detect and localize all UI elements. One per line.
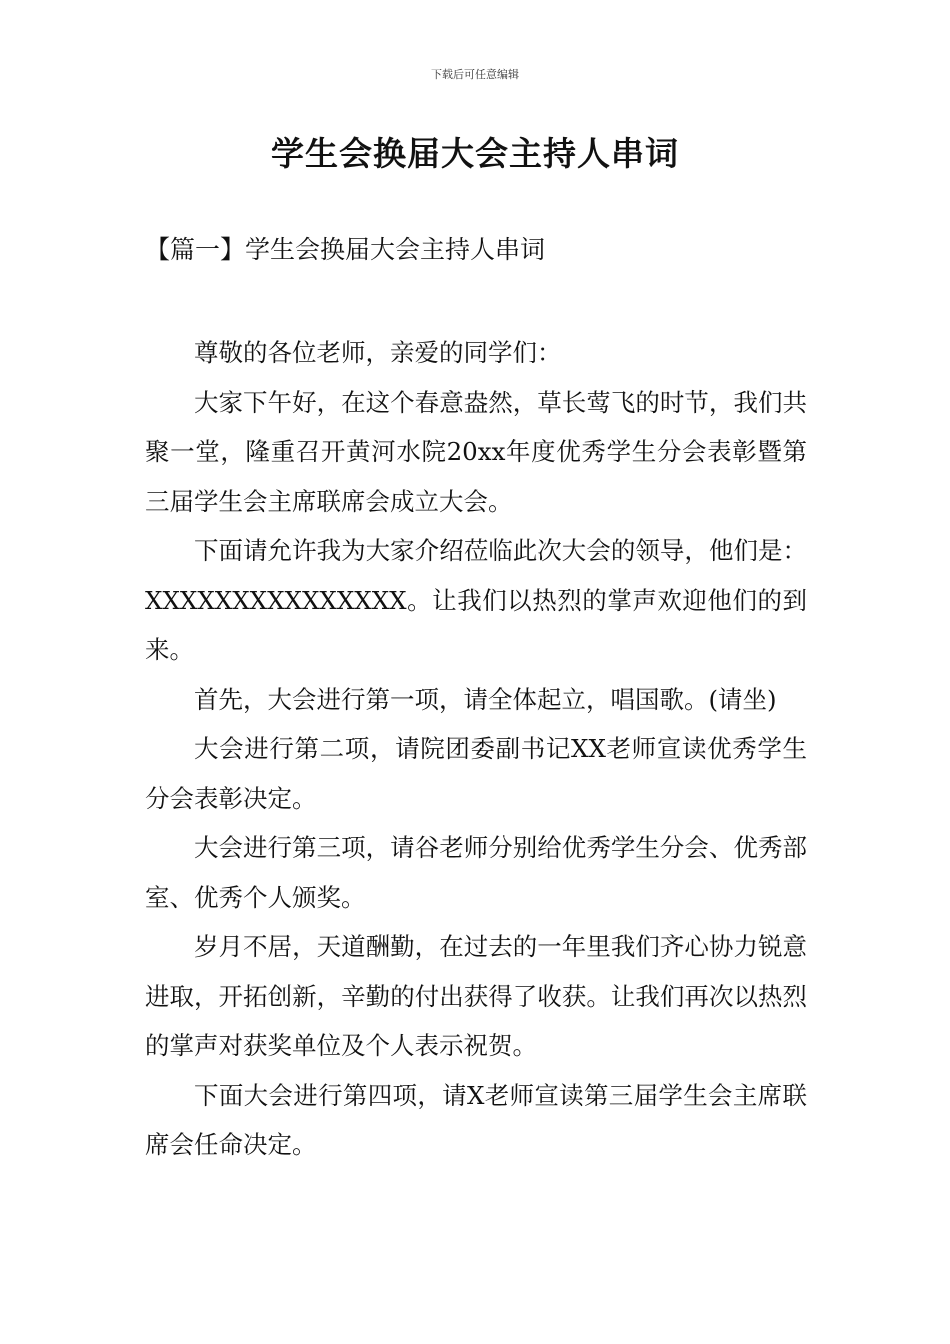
paragraph-item-one: 首先，大会进行第一项，请全体起立，唱国歌。(请坐) <box>194 684 777 714</box>
paragraph-item-two: 大会进行第二项，请院团委副书记XX老师宣读优秀学生分会表彰决定。 <box>145 734 807 813</box>
document-title: 学生会换届大会主持人串词 <box>271 134 679 173</box>
paragraph-congratulations: 岁月不居，天道酬勤，在过去的一年里我们齐心协力锐意进取，开拓创新，辛勤的付出获得了收获。让我们再次以热烈的掌声对获奖单位及个人表示祝贺。 <box>145 932 807 1060</box>
paragraph-item-three: 大会进行第三项，请谷老师分别给优秀学生分会、优秀部室、优秀个人颁奖。 <box>145 833 807 912</box>
section-heading: 【篇一】学生会换届大会主持人串词 <box>145 235 546 264</box>
document-body <box>145 328 807 1170</box>
paragraph-greeting: 尊敬的各位老师，亲爱的同学们： <box>194 338 562 367</box>
page-header-note: 下载后可任意编辑 <box>431 68 519 81</box>
paragraph-opening: 大家下午好，在这个春意盎然，草长莺飞的时节，我们共聚一堂，隆重召开黄河水院20xx年度优秀学生分会表彰暨第三届学生会主席联席会成立大会。 <box>145 387 807 516</box>
paragraph-introduce-leaders: 下面请允许我为大家介绍莅临此次大会的领导，他们是：XXXXXXXXXXXXXXX。让我们以热烈的掌声欢迎他们的到来。 <box>145 536 807 664</box>
paragraph-item-four: 下面大会进行第四项，请X老师宣读第三届学生会主席联席会任命决定。 <box>145 1080 807 1159</box>
